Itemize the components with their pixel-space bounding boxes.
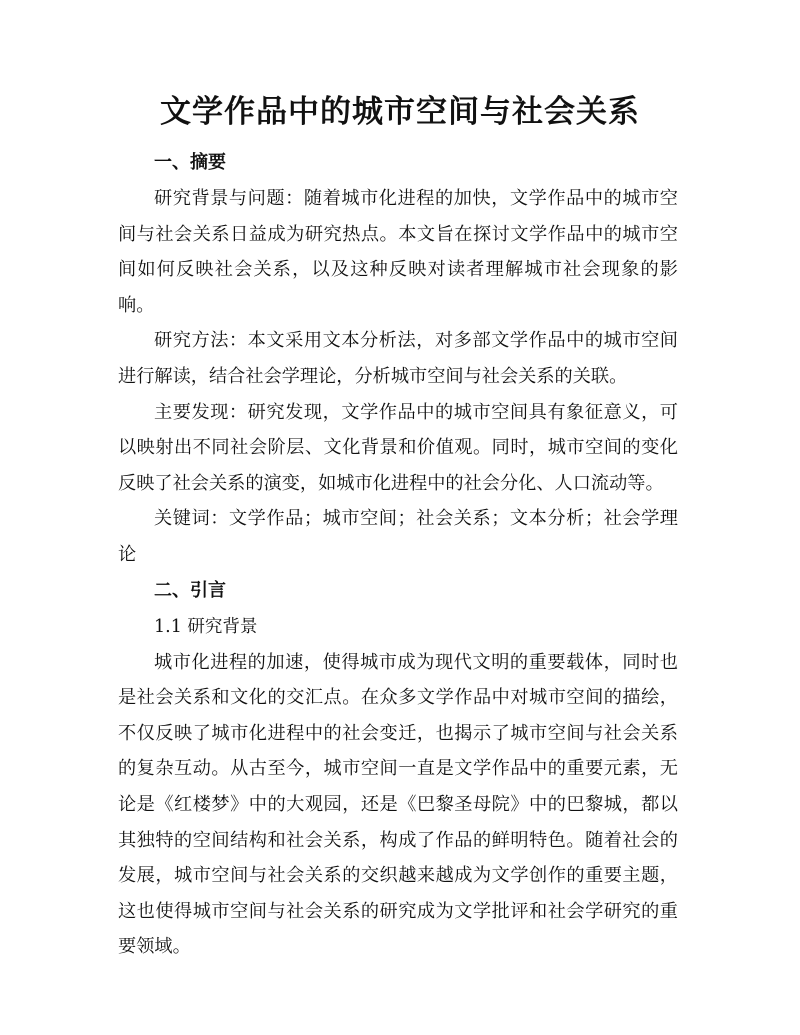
abstract-paragraph-findings: 主要发现：研究发现，文学作品中的城市空间具有象征意义，可以映射出不同社会阶层、文化背景和价值观。同时，城市空间的变化反映了社会关系的演变，如城市化进程中的社会分化、人口流动等。: [118, 401, 678, 494]
abstract-paragraph-methods: 研究方法：本文采用文本分析法，对多部文学作品中的城市空间进行解读，结合社会学理论，分析城市空间与社会关系的关联。: [118, 330, 678, 387]
introduction-paragraph: 城市化进程的加速，使得城市成为现代文明的重要载体，同时也是社会关系和文化的交汇点。在众多文学作品中对城市空间的描绘，不仅反映了城市化进程中的社会变迁，也揭示了城市空间与社会关系的复杂互动。从古至今，城市空间一直是文学作品中的重要元素，无论是《红楼梦》中的大观园，还是《巴黎圣母院》中的巴黎城，都以其独特的空间结构和社会关系，构成了作品的鲜明特色。随着社会的发展，城市空间与社会关系的交织越来越成为文学创作的重要主题，这也使得城市空间与社会关系的研究成为文学批评和社会学研究的重要领域。: [118, 651, 678, 958]
document-body: [118, 145, 678, 965]
section-heading-introduction: 二、引言: [154, 579, 226, 601]
subsection-heading-background: 1.1 研究背景: [154, 616, 258, 637]
section-heading-abstract: 一、摘要: [154, 152, 226, 173]
abstract-paragraph-background: 研究背景与问题：随着城市化进程的加快，文学作品中的城市空间与社会关系日益成为研究热点。本文旨在探讨文学作品中的城市空间如何反映社会关系，以及这种反映对读者理解城市社会现象的影响。: [118, 188, 678, 316]
abstract-paragraph-keywords: 关键词：文学作品；城市空间；社会关系；文本分析；社会学理论: [118, 508, 678, 565]
document-title: 文学作品中的城市空间与社会关系: [160, 94, 640, 130]
